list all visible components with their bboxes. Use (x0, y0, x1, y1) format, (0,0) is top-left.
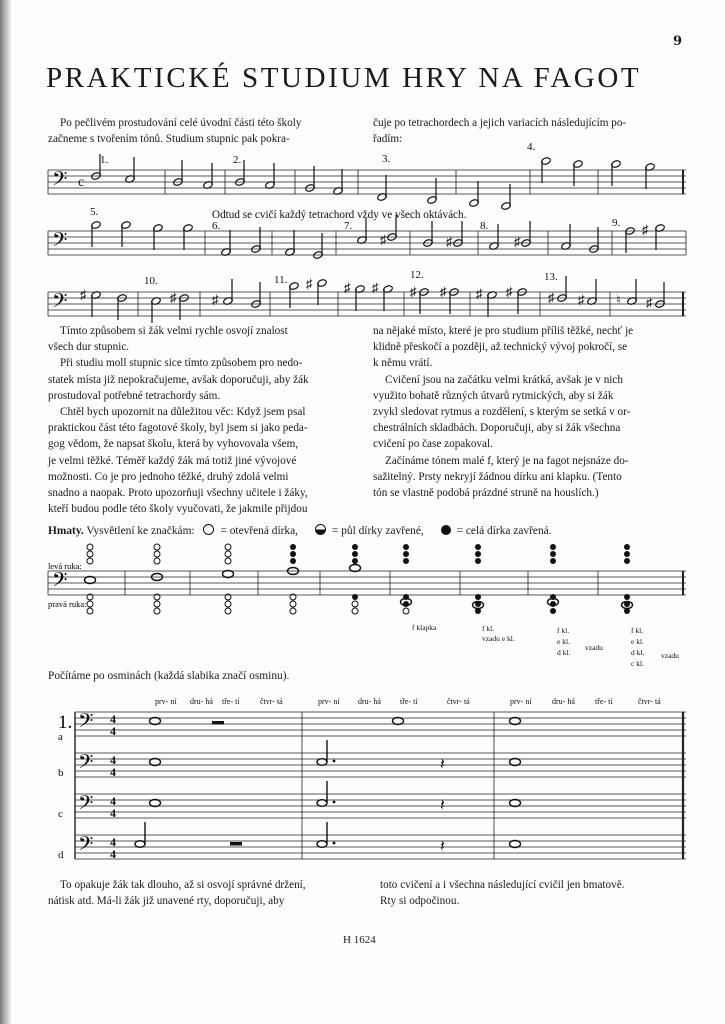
bottom-left-column (48, 877, 306, 909)
key-label: f kl. (482, 624, 495, 633)
exercise-label: 4. (527, 141, 536, 153)
svg-text:4: 4 (110, 765, 116, 779)
row-label: a (58, 731, 63, 743)
legend-closed: = celá dírka zavřená. (456, 525, 552, 537)
exercise-label: 12. (410, 269, 424, 281)
text-line: kteří budou podle této školy vyučovati, že jakmile přijdou (48, 503, 308, 516)
svg-text:♯: ♯ (514, 234, 521, 249)
text-line: sažitelný. Prsty nekryjí žádnou dírku ani klapku. (Tento (373, 470, 622, 483)
svg-text:♯: ♯ (646, 295, 653, 310)
exercise-clefs (78, 711, 93, 860)
text-line: čuje po tetrachordech a jejich variacích následujícím po- (373, 117, 627, 129)
exercise-label: 2. (233, 154, 242, 166)
text-line: Začínáme tónem malé f, který je na fagot nejsnáze do- (385, 454, 629, 467)
right-hand-label: pravá ruka: (48, 599, 87, 609)
counting-intro: Počítáme po osminách (každá slabika značí osminu). (48, 670, 290, 682)
fingering-staff (48, 571, 686, 595)
svg-text:4: 4 (110, 794, 116, 808)
syllable: prv- ní (510, 697, 532, 706)
text-line: k němu vrátí. (373, 357, 433, 370)
syllable: čtvr- tá (447, 697, 470, 706)
exercise-label: 3. (382, 153, 391, 165)
svg-text:♯: ♯ (476, 286, 483, 301)
bass-clef-icon: 𝄢 (52, 570, 68, 596)
syllable: tře- tí (400, 697, 418, 706)
quarter-rests (440, 756, 445, 855)
text-line: prostudoval potřebné tetrachordy sám. (48, 389, 221, 402)
exercise-label: 8. (480, 220, 489, 232)
svg-text:♯: ♯ (80, 287, 87, 302)
scales-score (0, 0, 725, 330)
svg-text:4: 4 (110, 847, 116, 861)
system-3-labels (144, 269, 558, 287)
catalog-number: H 1624 (343, 934, 376, 946)
text-line: toto cvičení a i všechna následující cvičil jen bmatově. (380, 879, 625, 891)
bass-clef-icon: 𝄢 (78, 752, 94, 778)
text-line: statek místa již nepokračujeme, avšak doporučuji, aby žák (48, 373, 309, 386)
bass-clef-icon: 𝄢 (78, 711, 94, 737)
svg-text:♯: ♯ (578, 292, 585, 307)
key-label: d kl. (557, 648, 571, 657)
exercise-number: 1. (58, 712, 73, 733)
bass-clef-icon: 𝄢 (78, 834, 94, 860)
text-line: snadno a naopak. Proto upozorňuji všechny učitele i žáky, (48, 487, 308, 500)
key-label: e kl. (631, 637, 644, 646)
exercise-label: 10. (144, 275, 158, 287)
bass-clef-icon: 𝄢 (52, 291, 68, 317)
key-label: c kl. (631, 659, 644, 668)
key-labels (412, 623, 679, 668)
text-line: gog vědom, že napsat školu, která by vyhovovala všem, (48, 438, 299, 451)
exercise-label: 13. (544, 271, 558, 283)
body-left-column (48, 323, 309, 517)
key-label: vzadu (585, 643, 603, 652)
svg-text:4: 4 (110, 806, 116, 820)
svg-text:♯: ♯ (212, 292, 219, 307)
exercise-label: 9. (612, 217, 621, 229)
svg-text:4: 4 (110, 712, 116, 726)
svg-text:♯: ♯ (344, 280, 351, 295)
exercise-staves (75, 712, 686, 859)
legend-intro: Vysvětlení ke značkám: (86, 525, 195, 537)
key-label: vzadu e kl. (482, 634, 515, 643)
common-time-icon: c (78, 175, 85, 190)
page-number: 9 (673, 34, 683, 49)
key-label: e kl. (557, 637, 570, 646)
exercise-1-score (0, 690, 725, 880)
bass-clef-icon: 𝄢 (52, 169, 68, 195)
syllable: dru- há (190, 697, 213, 706)
exercise-label: 6. (212, 220, 221, 232)
fingering-heading: Hmaty. (48, 525, 84, 537)
svg-text:4: 4 (110, 753, 116, 767)
row-label: d (58, 849, 64, 861)
bass-clef-icon: 𝄢 (52, 230, 68, 256)
syllable: dru- há (358, 697, 381, 706)
syllable: čtvr- tá (638, 697, 661, 706)
row-label: b (58, 767, 64, 779)
key-label: d kl. (631, 648, 645, 657)
key-label: vzadu (661, 651, 679, 660)
svg-text:♯: ♯ (548, 290, 555, 305)
fingering-chart (0, 540, 725, 670)
text-line: využito bohatě různých útvarů rytmických, aby si žák (373, 389, 614, 402)
text-line: je velmi těžké. Téměř každý žák má totiž jiné vývojové (48, 454, 297, 467)
syllable: prv- ní (155, 697, 177, 706)
bottom-right-column (380, 877, 625, 909)
text-line: začneme s tvořením tónů. Studium stupnic pak pokra- (48, 133, 290, 146)
text-line: cvičení po čase zopakoval. (373, 438, 493, 451)
text-line: tón se vlastně podobá prázdné struně na houslích.) (373, 487, 599, 500)
svg-text:♯: ♯ (410, 284, 417, 299)
text-line: na nějaké místo, které je pro studium příliš těžké, nechť je (373, 325, 634, 337)
svg-text:♯: ♯ (306, 276, 313, 291)
octave-note: Odtud se cvičí každý tetrachord vždy ve všech oktávách. (212, 209, 467, 221)
exercise-label: 5. (90, 206, 99, 218)
key-label: f klapka (412, 623, 437, 632)
svg-text:𝄽: 𝄽 (440, 797, 445, 814)
syllable: čtvr- tá (260, 697, 283, 706)
key-label: f kl. (557, 626, 570, 635)
text-line: Rty si odpočinou. (380, 895, 460, 908)
syllable: prv- ní (318, 697, 340, 706)
svg-text:♯: ♯ (372, 280, 379, 295)
exercise-notes (135, 718, 521, 848)
hole-diagram (87, 544, 409, 614)
time-signatures (110, 712, 116, 861)
syllable: dru- há (552, 697, 575, 706)
text-line: Chtěl bych upozornit na důležitou věc: Když jsem psal (60, 406, 306, 419)
svg-text:♯: ♯ (446, 234, 453, 249)
open-hole-icon (203, 524, 214, 535)
svg-text:4: 4 (110, 835, 116, 849)
text-line: chestrálních skladbách. Doporučuji, aby si žák všechna (373, 422, 621, 435)
text-line: Při studiu moll stupnic sice tímto způsobem pro nedo- (60, 357, 303, 370)
svg-text:𝄽: 𝄽 (440, 838, 445, 855)
syllable: tře- tí (222, 697, 240, 706)
staff-1 (48, 170, 686, 194)
exercise-label: 7. (344, 220, 353, 232)
text-line: To opakuje žák tak dlouho, až si osvojí správné držení, (60, 879, 306, 891)
text-line: praktickou část této fagotové školy, byl jsem si jako peda- (48, 422, 308, 435)
svg-text:♮: ♮ (616, 292, 621, 307)
text-line: klidně přeskočí a později, až technický vývoj pokročí, se (373, 341, 628, 354)
text-line: řadím: (373, 133, 403, 146)
svg-text:♯: ♯ (380, 232, 387, 247)
legend-open: = otevřená dírka, (220, 525, 299, 537)
page-title: PRAKTICKÉ STUDIUM HRY NA FAGOT (46, 62, 642, 94)
text-line: Tímto způsobem si žák velmi rychle osvojí znalost (60, 325, 288, 337)
exercise-label: 11. (274, 274, 288, 286)
text-line: všech dur stupnic. (48, 341, 130, 354)
body-right-column (373, 323, 633, 501)
syllables-row (155, 697, 661, 706)
text-line: nátisk atd. Má-li žák již unavené rty, doporučuji, aby (48, 895, 285, 908)
text-line: Cvičení jsou na začátku velmi krátká, avšak je v nich (385, 373, 623, 386)
text-line: Po pečlivém prostudování celé úvodní části této školy (60, 117, 302, 129)
text-line: zvykl sledovat rytmus a rozdělení, s kterým se setká v or- (373, 406, 631, 419)
bass-clef-icon: 𝄢 (78, 793, 94, 819)
svg-text:𝄽: 𝄽 (440, 756, 445, 773)
system-2-labels (90, 206, 621, 232)
legend-half: = půl dírky zavřené, (331, 525, 424, 537)
svg-text:4: 4 (110, 724, 116, 738)
svg-text:♯: ♯ (642, 222, 649, 237)
svg-text:♯: ♯ (170, 290, 177, 305)
fingering-legend (48, 524, 552, 537)
left-hand-label: levá ruka: (48, 561, 82, 571)
row-label: c (58, 808, 63, 820)
svg-text:♯: ♯ (506, 284, 513, 299)
svg-text:♯: ♯ (440, 284, 447, 299)
closed-hole-icon (441, 525, 451, 535)
half-hole-icon (315, 524, 326, 535)
text-line: možnosti. Co je pro jednoho těžké, druhý zdolá velmi (48, 470, 289, 483)
key-label: f kl. (631, 626, 644, 635)
rests (212, 721, 242, 846)
exercise-dots (333, 760, 336, 845)
exercise-label: 1. (100, 154, 109, 166)
syllable: tře- tí (595, 697, 613, 706)
system-1-labels (100, 141, 536, 166)
